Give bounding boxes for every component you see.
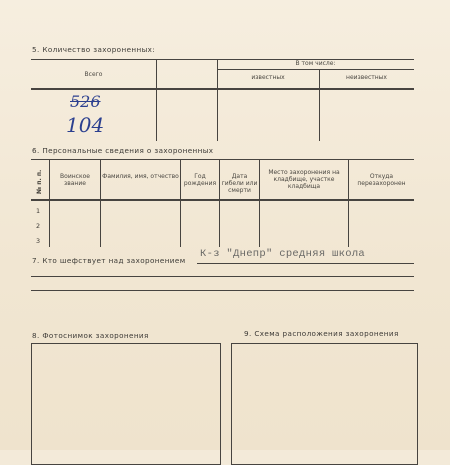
photo-box [31, 343, 221, 465]
table6-header-rank: Воинское звание [60, 173, 90, 187]
table5-col-divider-2 [217, 59, 218, 141]
table6-header-name: Фамилия, имя, отчество [102, 173, 179, 180]
table6-header-reburied-from: Откуда перезахоронен [357, 173, 406, 187]
table6-header-death-date: Дата гибели или смерти [221, 173, 258, 194]
section-6-title: 6. Персональные сведения о захороненных [32, 146, 214, 155]
table6-header-bottom-double [31, 200, 414, 201]
total-corrected-value: 104 [66, 113, 105, 137]
table6-top-border [31, 159, 414, 160]
section-7-title: 7. Кто шефствует над захоронением [32, 256, 186, 265]
section7-line-1 [197, 263, 414, 264]
section7-line-3 [31, 290, 414, 291]
patron-value: К-з "Днепр" средняя школа [200, 248, 366, 260]
table5-header-unknown: неизвестных [346, 74, 387, 81]
table6-row-number-2: 2 [36, 222, 41, 230]
scheme-box [231, 343, 418, 465]
table5-header-including: В том числе: [295, 60, 336, 67]
section-5-title: 5. Количество захороненных: [32, 45, 156, 54]
table6-header-birth-year: Год рождения [183, 173, 217, 187]
section-9-title: 9. Схема расположения захоронения [244, 329, 399, 338]
section-8-title: 8. Фотоснимок захоронения [32, 331, 149, 340]
table6-header-number: № п. п. [36, 169, 43, 194]
table5-subheader-line [217, 69, 414, 70]
table5-header-bottom-double [31, 89, 414, 90]
table6-row-number-3: 3 [36, 237, 41, 245]
table5-header-known: известных [251, 74, 285, 81]
table5-header-total: Всего [84, 71, 103, 78]
table6-header-burial-place: Место захоронения на кладбище, участке кладбища [268, 169, 340, 190]
table5-col-divider-1 [156, 59, 157, 141]
section7-line-2 [31, 276, 414, 277]
table6-row-number-1: 1 [36, 207, 41, 215]
total-struck-value: 526 [70, 92, 101, 111]
